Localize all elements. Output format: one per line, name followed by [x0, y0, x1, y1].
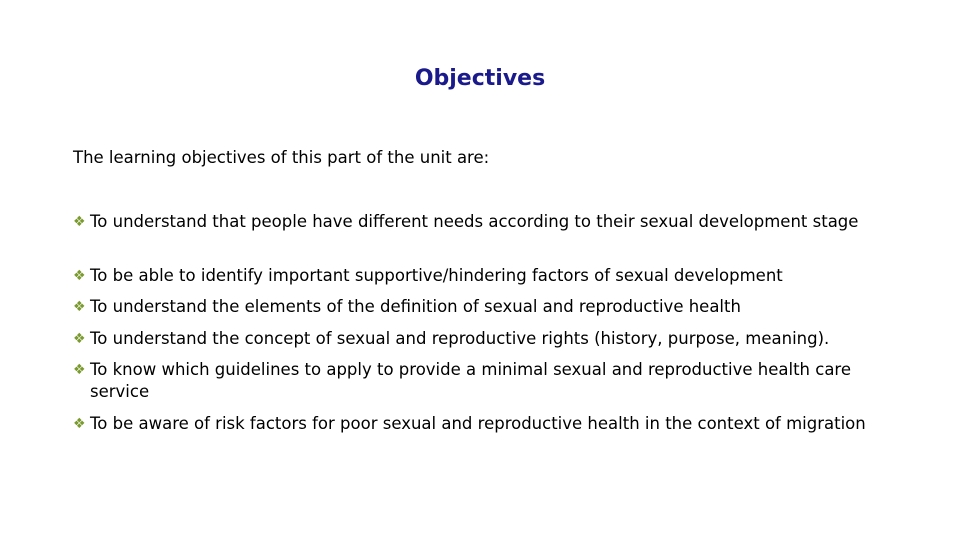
diamond-bullet-icon: ❖ [73, 214, 86, 230]
diamond-bullet-icon: ❖ [73, 299, 86, 315]
objective-text: To be aware of risk factors for poor sexual and reproductive health in the context of migration [90, 414, 866, 433]
diamond-bullet-icon: ❖ [73, 362, 86, 378]
objective-item [73, 359, 910, 402]
objective-item [73, 328, 910, 350]
diamond-bullet-icon: ❖ [73, 331, 86, 347]
diamond-bullet-icon: ❖ [73, 416, 86, 432]
objective-text: To understand that people have different needs according to their sexual development stage [90, 212, 859, 231]
objective-item [73, 413, 910, 435]
objective-text: To understand the elements of the definition of sexual and reproductive health [90, 297, 741, 316]
objective-item [73, 296, 910, 318]
objective-text: To understand the concept of sexual and reproductive rights (history, purpose, meaning). [90, 329, 830, 348]
slide-title: Objectives [414, 66, 546, 91]
objective-item [73, 265, 910, 287]
objective-text: To know which guidelines to apply to provide a minimal sexual and reproductive health care service [90, 360, 851, 401]
diamond-bullet-icon: ❖ [73, 268, 86, 284]
objective-text: To be able to identify important supportive/hindering factors of sexual development [90, 266, 783, 285]
intro-text: The learning objectives of this part of the unit are: [73, 148, 490, 167]
objective-item [73, 211, 910, 233]
